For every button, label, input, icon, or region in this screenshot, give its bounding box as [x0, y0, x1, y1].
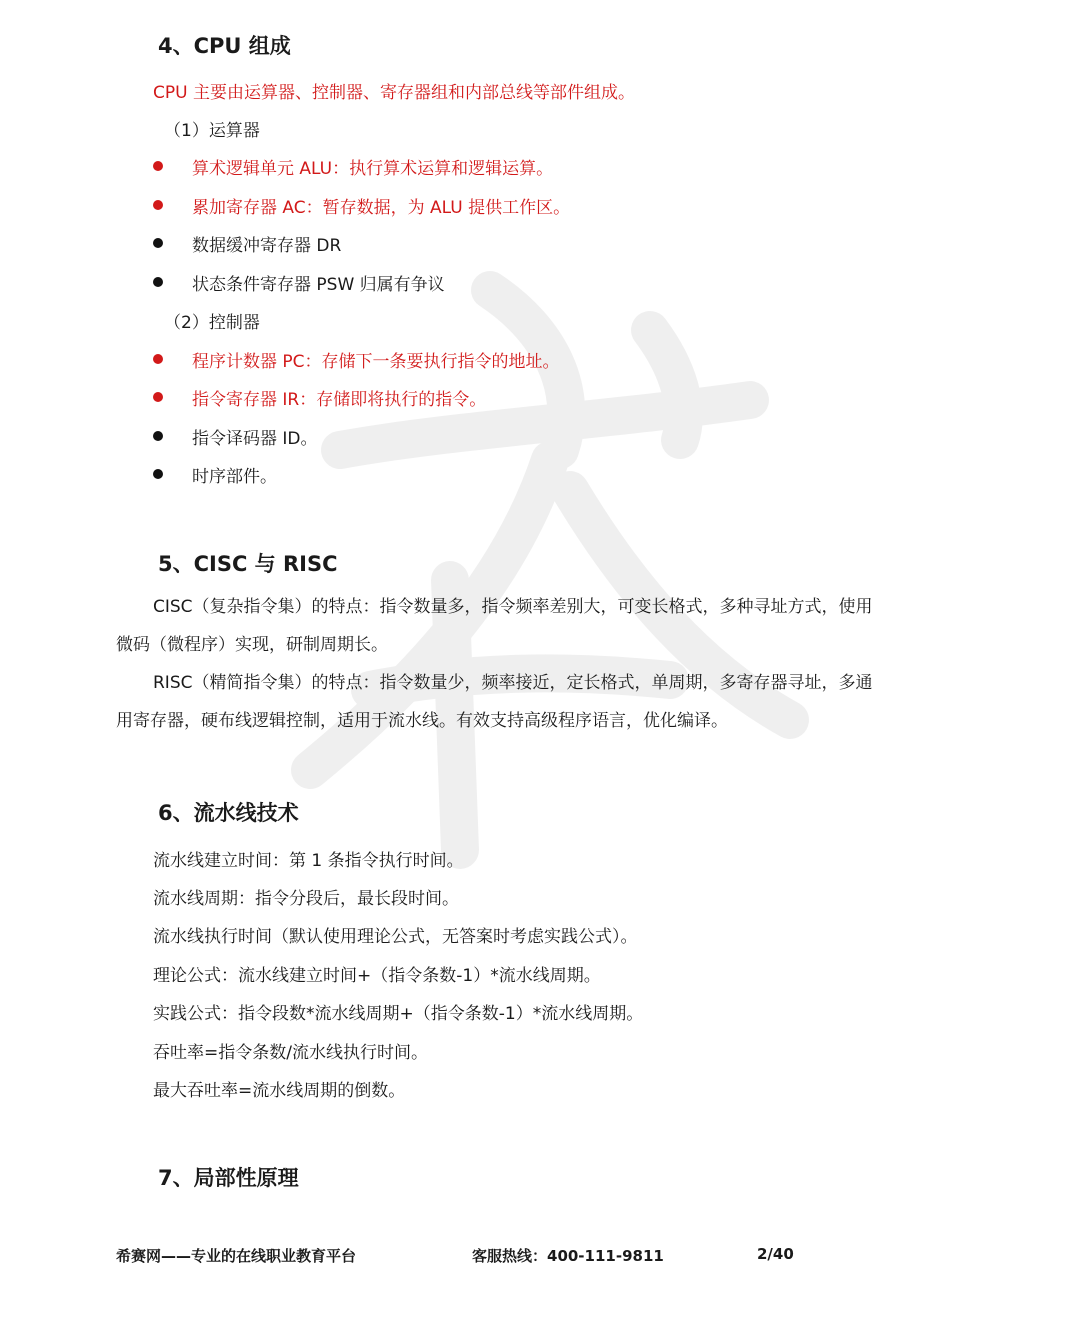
subheading-controller: （2）控制器 [164, 313, 260, 333]
paragraph-line: 微码（微程序）实现，研制周期长。 [116, 635, 388, 655]
footer-platform: 希赛网——专业的在线职业教育平台 [116, 1247, 357, 1265]
pipeline-line: 实践公式：指令段数*流水线周期+（指令条数-1）*流水线周期。 [153, 1004, 644, 1024]
subheading-alu: （1）运算器 [164, 121, 260, 141]
list-item-text: 算术逻辑单元 ALU：执行算术运算和逻辑运算。 [192, 159, 554, 179]
bullet-dot-icon [153, 161, 163, 171]
pipeline-line: 流水线周期：指令分段后，最长段时间。 [153, 889, 459, 909]
list-item-text: 程序计数器 PC：存储下一条要执行指令的地址。 [192, 352, 560, 372]
list-item-text: 指令译码器 ID。 [192, 429, 318, 449]
list-item-text: 累加寄存器 AC：暂存数据，为 ALU 提供工作区。 [192, 198, 571, 218]
footer-hotline: 客服热线：400-111-9811 [472, 1247, 664, 1265]
section-5-heading: 5、CISC 与 RISC [158, 552, 338, 576]
bullet-dot-icon [153, 469, 163, 479]
cisc-paragraph [116, 588, 873, 664]
pipeline-line: 最大吞吐率=流水线周期的倒数。 [153, 1081, 406, 1101]
paragraph-line: RISC（精简指令集）的特点：指令数量少，频率接近，定长格式，单周期，多寄存器寻址，多通 [153, 673, 873, 693]
list-item-text: 状态条件寄存器 PSW 归属有争议 [192, 275, 445, 295]
list-item-text: 数据缓冲寄存器 DR [192, 236, 342, 256]
paragraph-line: 用寄存器，硬布线逻辑控制，适用于流水线。有效支持高级程序语言，优化编译。 [116, 711, 728, 731]
paragraph-line: CISC（复杂指令集）的特点：指令数量多，指令频率差别大，可变长格式，多种寻址方式，使用 [153, 597, 873, 617]
pipeline-line: 流水线建立时间：第 1 条指令执行时间。 [153, 851, 464, 871]
footer-page-number: 2/40 [757, 1245, 794, 1263]
pipeline-line: 理论公式：流水线建立时间+（指令条数-1）*流水线周期。 [153, 966, 601, 986]
list-item-text: 指令寄存器 IR：存储即将执行的指令。 [192, 390, 487, 410]
pipeline-line: 吞吐率=指令条数/流水线执行时间。 [153, 1043, 428, 1063]
list-item-text: 时序部件。 [192, 467, 277, 487]
section-4-heading: 4、CPU 组成 [158, 34, 291, 58]
bullet-dot-icon [153, 238, 163, 248]
section-7-heading: 7、局部性原理 [158, 1166, 299, 1190]
bullet-dot-icon [153, 200, 163, 210]
pipeline-line: 流水线执行时间（默认使用理论公式，无答案时考虑实践公式）。 [153, 927, 638, 947]
bullet-dot-icon [153, 431, 163, 441]
section-6-heading: 6、流水线技术 [158, 801, 299, 825]
bullet-dot-icon [153, 354, 163, 364]
bullet-dot-icon [153, 392, 163, 402]
risc-paragraph [116, 664, 873, 740]
cpu-intro-text: CPU 主要由运算器、控制器、寄存器组和内部总线等部件组成。 [153, 83, 635, 103]
bullet-dot-icon [153, 277, 163, 287]
